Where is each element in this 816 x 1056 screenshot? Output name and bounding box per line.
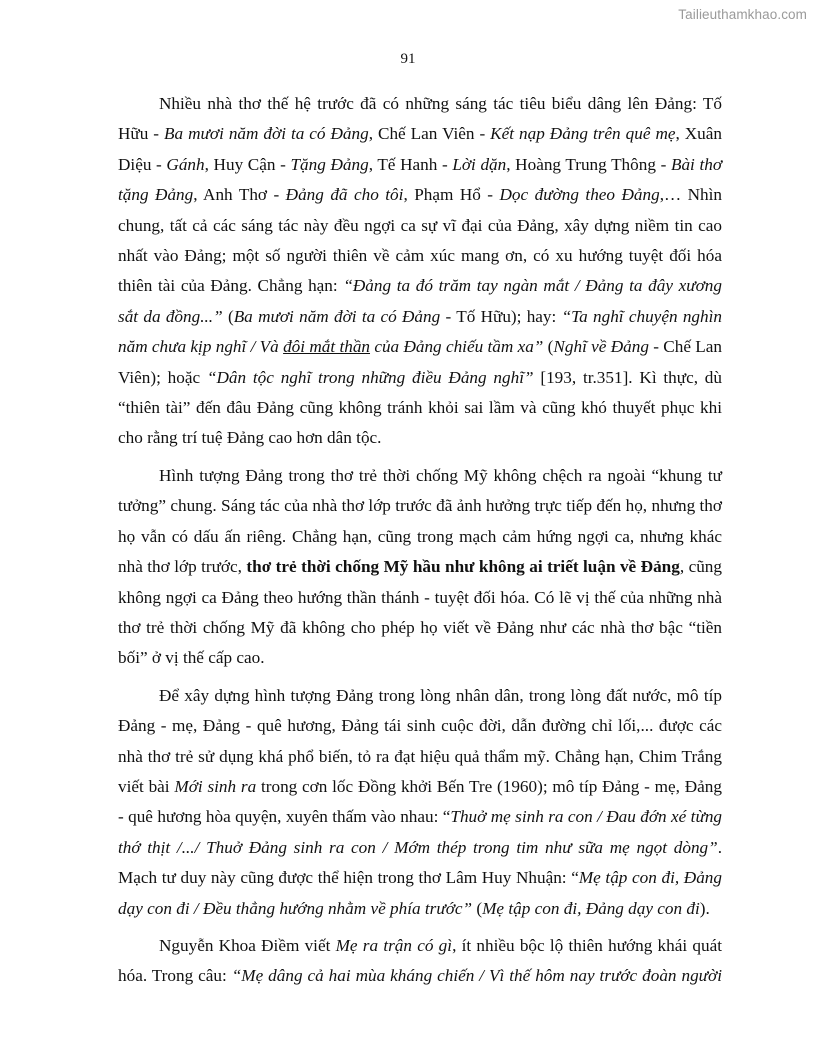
text-run: , Xuân Diệu - [118,124,722,174]
text-run: , ít nhiều bộc lộ thiên hướng khái quát hóa. Trong câu: [118,935,722,986]
poem-title: Mẹ ra trận có gì [335,935,453,955]
text-run: , Chế Lan Viên - [368,124,491,144]
poem-title: Ba mươi năm đời ta có Đảng [164,124,369,144]
poem-quote: Thuở mẹ sinh ra con / Đau đớn xé từng thớ thịt /.../ Thuở Đảng sinh ra con / Mớm thép trong tim như sữa mẹ ngọt dòng” [118,807,723,857]
paragraph-4 [118,931,722,992]
text-run: trong cơn lốc Đồng khởi Bến Tre (1960); mô típ Đảng - mẹ, Đảng - quê hương hòa quyện, xuyên thấm vào nhau: “ [118,776,722,827]
text-run: , Anh Thơ - [193,185,286,205]
text-run: , Phạm Hổ - [403,185,500,205]
poem-quote: “Ta nghĩ chuyện nghìn năm chưa kịp nghĩ / Và [118,306,722,357]
text-run: ). [699,898,710,918]
text-run: , cũng không ngợi ca Đảng theo hướng thần thánh - tuyệt đối hóa. Có lẽ vị thế của những nhà thơ trẻ thời chống Mỹ đã không cho phép họ viết về Đảng như các nhà thơ bậc “tiền bối” ở vị thế cấp cao. [118,557,722,668]
poem-title: Nghĩ về Đảng [553,337,649,357]
bold-claim: thơ trẻ thời chống Mỹ hầu như không ai triết luận về Đảng [246,557,680,577]
paragraph-3 [118,681,722,924]
watermark-text: Tailieuthamkhao.com [678,7,807,22]
poem-title: Gánh [166,154,205,174]
poem-quote: “Đảng ta đó trăm tay ngàn mắt / Đảng ta đây xương sắt da đồng...” [118,276,722,326]
poem-title: Bài thơ tặng Đảng [118,154,723,205]
document-body [118,89,722,992]
text-run: , Hoàng Trung Thông - [506,154,671,174]
poem-title: Tặng Đảng [290,154,369,174]
underlined-phrase: đôi mắt thần [283,337,371,357]
text-run: ,… Nhìn chung, tất cả các sáng tác này đều ngợi ca sự vĩ đại của Đảng, xây dựng niềm tin cao nhất vào Đảng; một số người thiên về cảm xúc mang ơn, có xu hướng tuyệt đối hóa thiên tài của Đảng. Chẳng hạn: [118,185,723,296]
paragraph-2 [118,461,722,674]
text-run: , Huy Cận - [204,154,291,174]
page-number: 91 [400,51,416,67]
poem-title: Lời dặn [452,154,507,174]
poem-title: Ba mươi năm đời ta có Đảng [233,306,441,326]
text-run: - Tố Hữu); hay: [440,306,562,326]
text-run: ( [472,898,483,918]
poem-quote: “Dân tộc nghĩ trong những điều Đảng nghĩ” [206,367,534,387]
poem-title: Mẹ tập con đi, Đảng dạy con đi [482,898,700,918]
text-run: Hình tượng Đảng trong thơ trẻ thời chống Mỹ không chệch ra ngoài “khung tư tưởng” chung. Sáng tác của nhà thơ lớp trước đã ảnh hưởng trực tiếp đến họ, nhưng thơ họ vẫn có dấu ấn riêng. Chẳng hạn, cũng trong mạch cảm hứng ngợi ca, nhưng khác nhà thơ lớp trước, [118,465,722,577]
text-run: - Chế Lan Viên); hoặc [118,337,722,387]
poem-title: Đảng đã cho tôi [285,185,404,205]
poem-quote: Mẹ tập con đi, Đảng dạy con đi / Đều thẳng hướng nhằm về phía trước” [118,868,722,918]
poem-quote: “Mẹ dâng cả hai mùa kháng chiến / Vì thế hôm nay trước đoàn người [231,966,722,986]
poem-quote-underlined [283,337,370,356]
text-run: ( [222,306,234,326]
text-run: Để xây dựng hình tượng Đảng trong lòng nhân dân, trong lòng đất nước, mô típ Đảng - mẹ, Đảng - quê hương, Đảng tái sinh cuộc đời, dẫn đường chỉ lối,... được các nhà thơ trẻ sử dụng khá phổ biến, tỏ ra đạt hiệu quả thẩm mỹ. Chẳng hạn, Chim Trắng viết bài [118,685,722,796]
text-run: , Tế Hanh - [368,154,453,174]
text-run: [193, tr.351]. Kì thực, dù “thiên tài” đến đâu Đảng cũng không tránh khỏi sai lầm và cũng khó thuyết phục khi cho rằng trí tuệ Đảng cao hơn dân tộc. [118,367,722,448]
poem-quote: của Đảng chiếu tầm xa” [370,337,544,357]
text-run: Nhiều nhà thơ thế hệ trước đã có những sáng tác tiêu biểu dâng lên Đảng: Tố Hữu - [118,94,722,144]
paragraph-1 [118,89,722,454]
text-run: . Mạch tư duy này cũng được thể hiện trong thơ Lâm Huy Nhuận: “ [118,837,722,888]
text-run: ( [543,337,554,357]
text-run: Nguyễn Khoa Điềm viết [159,935,336,955]
poem-title: Kết nạp Đảng trên quê mẹ [490,124,676,144]
poem-title: Mới sinh ra [174,776,257,796]
poem-title: Dọc đường theo Đảng [499,185,660,205]
